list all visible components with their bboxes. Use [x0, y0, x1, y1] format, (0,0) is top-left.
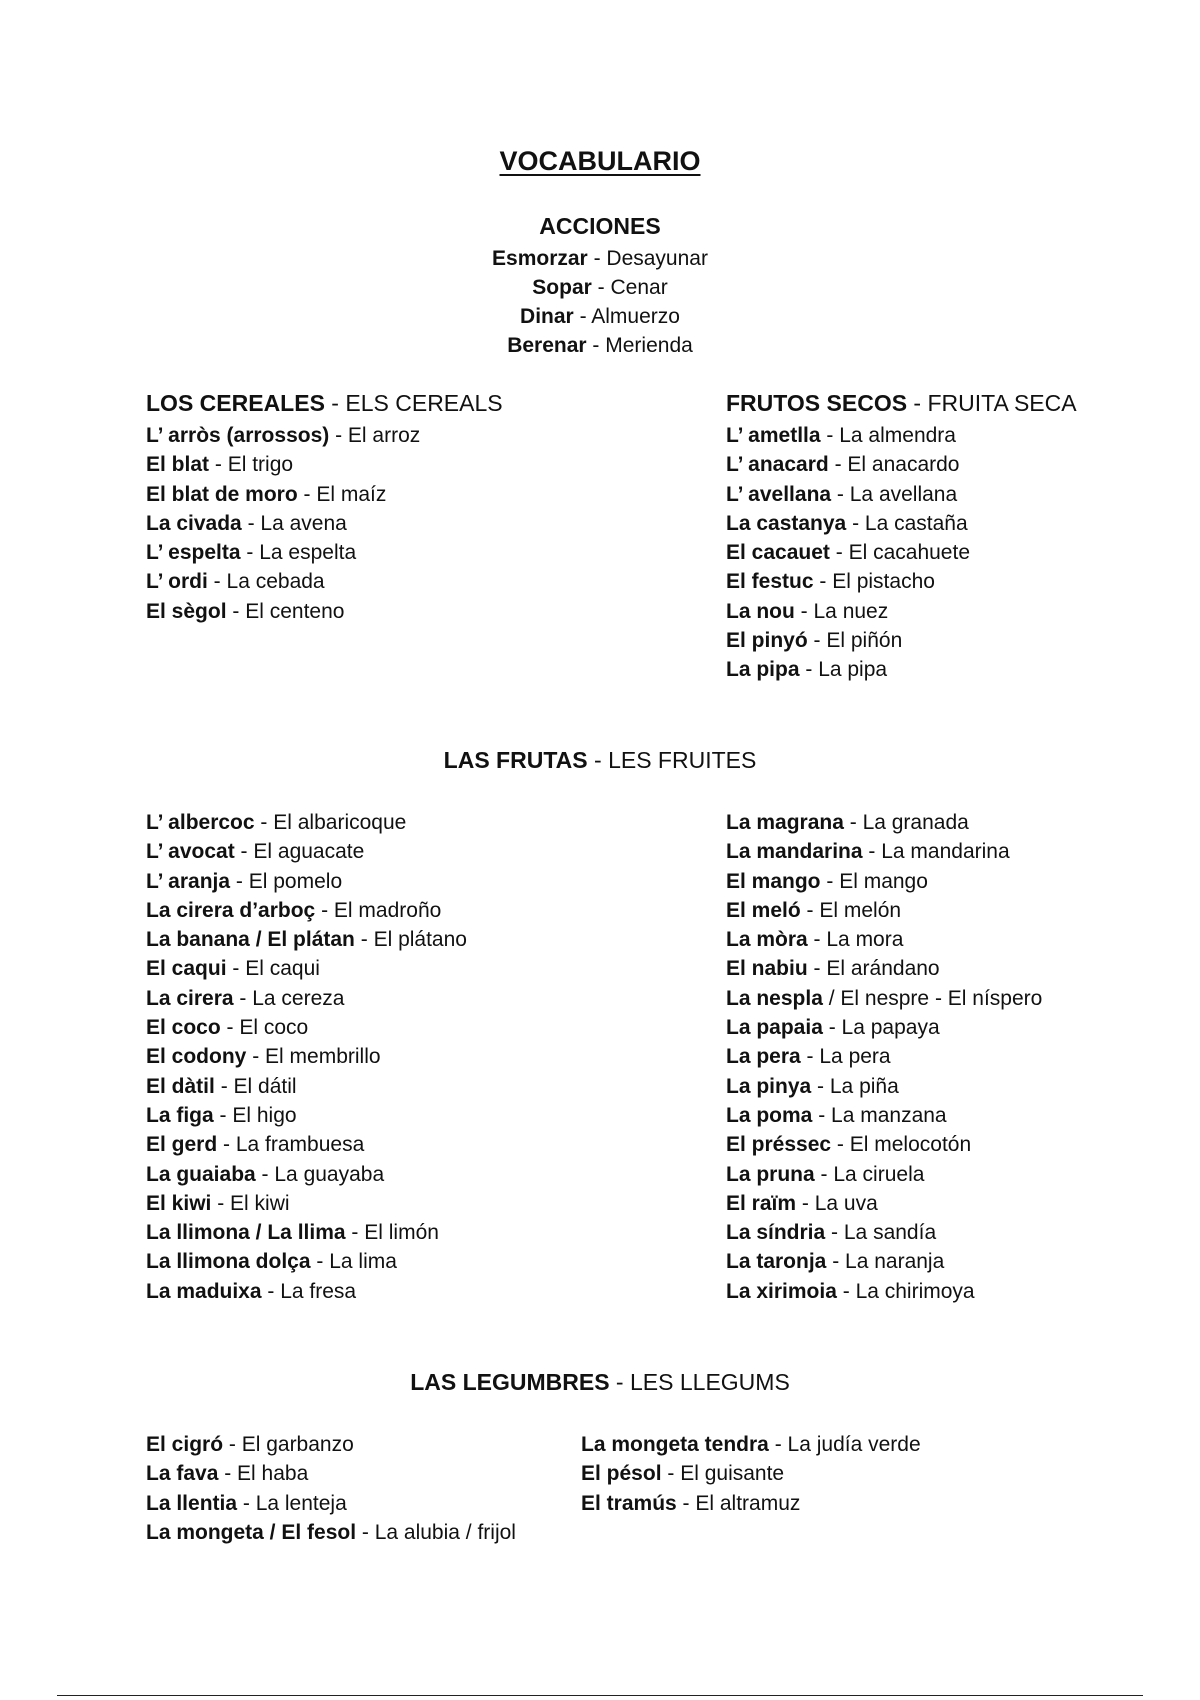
term-separator: -	[211, 1191, 231, 1215]
term-catalan: La taronja	[726, 1250, 827, 1274]
term-spanish: La alubia / frijol	[374, 1520, 516, 1544]
term-separator: -	[826, 1250, 846, 1274]
vocab-item	[726, 655, 970, 684]
legumbres-heading	[0, 1369, 1200, 1396]
term-spanish: El pomelo	[248, 869, 343, 893]
term-catalan: La guaiaba	[146, 1162, 256, 1186]
term-catalan: La síndria	[726, 1221, 826, 1245]
vocab-item	[726, 450, 970, 479]
term-catalan: El codony	[146, 1045, 247, 1069]
vocab-item	[146, 450, 420, 479]
term-spanish: El madroño	[333, 898, 442, 922]
term-spanish: El cacahuete	[848, 541, 970, 565]
term-separator: -	[807, 629, 827, 653]
term-catalan: El kiwi	[146, 1191, 212, 1215]
term-catalan: El cigró	[146, 1433, 224, 1456]
vocab-item	[0, 273, 1200, 302]
vocab-item	[146, 1518, 516, 1547]
vocab-item	[726, 1101, 1042, 1130]
vocab-item	[146, 509, 420, 538]
term-separator: -	[831, 482, 850, 506]
term-spanish: La mora	[826, 928, 904, 952]
vocab-item	[146, 1218, 467, 1247]
term-catalan: L’ anacard	[726, 453, 829, 477]
term-separator: -	[586, 334, 606, 357]
cereales-heading	[146, 390, 503, 417]
term-separator: -	[846, 511, 865, 535]
vocab-item	[146, 1160, 467, 1189]
term-catalan: El sègol	[146, 599, 227, 623]
term-spanish: El haba	[237, 1462, 309, 1486]
term-catalan: L’ espelta	[146, 541, 241, 565]
term-catalan: La mongeta / El fesol	[146, 1520, 357, 1544]
term-separator: -	[836, 1279, 856, 1303]
acciones-heading: ACCIONES	[539, 213, 661, 239]
term-separator: -	[676, 1491, 696, 1515]
term-separator: -	[811, 1074, 830, 1098]
term-catalan: La civada	[146, 511, 242, 535]
term-catalan: El mango	[726, 869, 821, 893]
term-catalan: La llimona / La llima	[146, 1221, 346, 1245]
term-catalan: El nabiu	[726, 957, 808, 981]
term-separator: -	[825, 1221, 844, 1245]
vocab-item	[726, 1013, 1042, 1042]
term-catalan: El gerd	[146, 1133, 218, 1157]
term-separator: -	[223, 1433, 242, 1456]
term-spanish: El arándano	[826, 957, 940, 981]
vocab-item	[146, 837, 467, 866]
term-spanish: La granada	[862, 811, 969, 834]
term-spanish: El kiwi	[230, 1191, 290, 1215]
term-separator: -	[587, 247, 607, 270]
vocab-item	[726, 1218, 1042, 1247]
term-catalan: L’ ordi	[146, 570, 208, 594]
term-spanish: La manzana	[831, 1103, 947, 1127]
term-spanish: El caqui	[245, 957, 320, 981]
vocab-item	[581, 1459, 921, 1488]
term-spanish: La chirimoya	[855, 1279, 975, 1303]
term-separator: -	[315, 898, 334, 922]
term-separator: -	[573, 305, 592, 328]
term-catalan: La nespla	[726, 986, 823, 1010]
term-separator: -	[345, 1221, 365, 1245]
vocab-item	[146, 1072, 467, 1101]
frutos-secos-heading-ca: FRUITA SECA	[927, 390, 1077, 416]
vocab-item	[726, 1042, 1042, 1071]
term-spanish: El dátil	[233, 1074, 297, 1098]
term-separator: -	[207, 570, 227, 594]
term-spanish: El melón	[819, 898, 902, 922]
term-separator: -	[226, 599, 246, 623]
term-spanish: La nuez	[813, 599, 889, 623]
term-catalan: Berenar	[507, 334, 587, 357]
term-spanish: La pera	[819, 1045, 891, 1069]
vocab-item	[146, 984, 467, 1013]
term-spanish: La lima	[329, 1250, 397, 1274]
term-separator: -	[812, 1103, 832, 1127]
cereales-heading-sep: -	[324, 390, 346, 416]
term-spanish: Cenar	[610, 276, 668, 299]
term-catalan: L’ ametlla	[726, 424, 821, 447]
frutos-secos-heading-es: FRUTOS SECOS	[726, 390, 908, 416]
term-spanish: La judía verde	[787, 1433, 921, 1456]
term-spanish: Almuerzo	[591, 305, 680, 328]
term-catalan: Esmorzar	[492, 247, 588, 270]
term-spanish: El arroz	[347, 424, 421, 447]
term-catalan: La figa	[146, 1103, 214, 1127]
term-catalan: El dàtil	[146, 1074, 215, 1098]
term-separator: -	[255, 1162, 275, 1186]
term-catalan: El blat	[146, 453, 210, 477]
vocab-item	[726, 984, 1042, 1013]
term-separator: -	[800, 898, 820, 922]
vocab-item	[726, 954, 1042, 983]
term-separator: -	[329, 424, 348, 447]
vocab-item	[146, 1489, 516, 1518]
term-separator: -	[246, 1045, 266, 1069]
term-spanish: La lenteja	[255, 1491, 347, 1515]
term-catalan: La xirimoia	[726, 1279, 837, 1303]
term-catalan: El préssec	[726, 1133, 832, 1157]
term-spanish: El centeno	[245, 599, 345, 623]
legumbres-heading-ca: LES LLEGUMS	[630, 1369, 790, 1395]
term-separator: -	[241, 511, 261, 535]
term-catalan: La maduixa	[146, 1279, 262, 1303]
frutos-secos-heading-sep: -	[907, 390, 928, 416]
vocab-item	[146, 925, 467, 954]
frutas-heading-es: LAS FRUTAS	[443, 747, 588, 773]
term-separator: -	[820, 869, 840, 893]
term-catalan: El blat de moro	[146, 482, 298, 506]
legumbres-heading-es: LAS LEGUMBRES	[410, 1369, 610, 1395]
term-spanish: La naranja	[845, 1250, 945, 1274]
vocab-item	[146, 1042, 467, 1071]
term-catalan: El raïm	[726, 1191, 797, 1215]
legumbres-list-left	[146, 1430, 516, 1547]
vocab-item	[726, 421, 970, 450]
term-spanish: La papaya	[841, 1016, 940, 1040]
term-catalan: L’ arròs (arrossos)	[146, 424, 330, 447]
term-catalan: La fava	[146, 1462, 219, 1486]
term-catalan: La pipa	[726, 658, 800, 682]
term-spanish: La sandía	[843, 1221, 937, 1245]
frutas-heading	[0, 747, 1200, 774]
vocab-item	[726, 509, 970, 538]
term-separator: -	[831, 1133, 850, 1157]
term-separator: -	[794, 599, 814, 623]
term-separator: -	[820, 424, 840, 447]
vocab-item	[146, 1459, 516, 1488]
term-catalan: La castanya	[726, 511, 847, 535]
term-spanish: El garbanzo	[241, 1433, 354, 1456]
term-separator: -	[768, 1433, 788, 1456]
term-catalan: La pinya	[726, 1074, 812, 1098]
vocab-item	[581, 1489, 921, 1518]
frutas-list-right	[726, 808, 1042, 1306]
vocab-item	[146, 1430, 516, 1459]
term-spanish: El limón	[364, 1221, 439, 1245]
vocab-item	[726, 808, 1042, 837]
term-spanish: El mango	[839, 869, 928, 893]
vocab-item	[0, 244, 1200, 273]
term-separator: -	[843, 811, 863, 834]
page-title: VOCABULARIO	[499, 146, 701, 176]
vocab-item	[146, 1247, 467, 1276]
term-spanish: La uva	[814, 1191, 878, 1215]
term-catalan: La llimona dolça	[146, 1250, 311, 1274]
term-spanish: La ciruela	[833, 1162, 925, 1186]
vocab-item	[726, 567, 970, 596]
cereales-heading-es: LOS CEREALES	[146, 390, 325, 416]
term-catalan: El tramús	[581, 1491, 677, 1515]
cereales-heading-ca: ELS CEREALS	[345, 390, 503, 416]
term-separator: -	[814, 1162, 834, 1186]
vocab-item	[726, 1160, 1042, 1189]
vocab-item	[0, 302, 1200, 331]
term-separator: -	[310, 1250, 330, 1274]
vocab-item	[146, 1189, 467, 1218]
term-catalan: La papaia	[726, 1016, 823, 1040]
term-catalan: La banana / El plátan	[146, 928, 355, 952]
vocab-item	[726, 837, 1042, 866]
term-spanish: Merienda	[605, 334, 693, 357]
term-spanish: El níspero	[947, 986, 1043, 1010]
vocab-item	[146, 1013, 467, 1042]
term-spanish: La mandarina	[881, 840, 1010, 864]
term-spanish: La almendra	[839, 424, 956, 447]
term-separator: -	[217, 1133, 236, 1157]
term-spanish: La guayaba	[274, 1162, 385, 1186]
term-spanish: La piña	[829, 1074, 899, 1098]
term-spanish: La avellana	[849, 482, 958, 506]
term-separator: -	[807, 928, 827, 952]
term-separator: -	[807, 957, 827, 981]
vocab-item	[146, 538, 420, 567]
term-spanish: La cebada	[226, 570, 325, 594]
vocab-item	[146, 597, 420, 626]
vocab-item	[726, 925, 1042, 954]
term-separator: -	[591, 276, 611, 299]
vocab-item	[726, 896, 1042, 925]
term-catalan: Dinar	[520, 305, 574, 328]
term-catalan: L’ avellana	[726, 482, 832, 506]
term-catalan: L’ avocat	[146, 840, 235, 864]
term-catalan: El cacauet	[726, 541, 830, 565]
cereales-list	[146, 421, 420, 626]
term-spanish: La frambuesa	[235, 1133, 365, 1157]
term-spanish: La espelta	[259, 541, 357, 565]
term-separator: -	[862, 840, 882, 864]
vocab-item	[146, 896, 467, 925]
term-catalan: La nou	[726, 599, 795, 623]
term-spanish: El membrillo	[265, 1045, 381, 1069]
term-spanish: El trigo	[227, 453, 294, 477]
term-spanish: El plátano	[373, 928, 467, 952]
term-separator: -	[297, 482, 317, 506]
term-spanish: La avena	[260, 511, 347, 535]
term-catalan: El pésol	[581, 1462, 662, 1486]
term-separator: -	[829, 541, 849, 565]
term-catalan: El meló	[726, 898, 801, 922]
term-catalan: La llentia	[146, 1491, 238, 1515]
vocab-item	[146, 1277, 467, 1306]
term-spanish: El higo	[232, 1103, 297, 1127]
term-separator: -	[800, 1045, 820, 1069]
term-catalan: La poma	[726, 1103, 813, 1127]
term-catalan: La mòra	[726, 928, 808, 952]
term-spanish: El guisante	[680, 1462, 785, 1486]
term-spanish: El aguacate	[253, 840, 365, 864]
term-spanish: El coco	[239, 1016, 309, 1040]
vocab-item	[726, 1130, 1042, 1159]
term-spanish: La castaña	[864, 511, 968, 535]
term-separator: -	[929, 986, 948, 1010]
term-spanish: La fresa	[280, 1279, 357, 1303]
vocab-item	[726, 597, 970, 626]
term-separator: -	[354, 928, 374, 952]
term-spanish: El piñón	[826, 629, 903, 653]
term-separator: -	[213, 1103, 233, 1127]
vocab-item	[726, 480, 970, 509]
term-catalan: El pinyó	[726, 629, 808, 653]
term-spanish: Desayunar	[606, 247, 708, 270]
term-separator: -	[218, 1462, 238, 1486]
term-separator: -	[226, 957, 246, 981]
term-separator: -	[230, 869, 249, 893]
term-separator: -	[234, 840, 254, 864]
term-spanish: El maíz	[316, 482, 387, 506]
vocab-item	[146, 480, 420, 509]
term-separator: -	[233, 986, 253, 1010]
vocab-item	[726, 626, 970, 655]
vocab-item	[726, 867, 1042, 896]
term-separator: -	[356, 1520, 375, 1544]
vocab-item	[146, 421, 420, 450]
term-catalan: El caqui	[146, 957, 227, 981]
vocab-item	[726, 1072, 1042, 1101]
term-catalan-alt: / El nespre	[822, 986, 930, 1010]
term-spanish: El albaricoque	[273, 811, 407, 834]
vocab-item	[726, 1189, 1042, 1218]
term-spanish: El pistacho	[832, 570, 935, 594]
term-separator: -	[661, 1462, 681, 1486]
term-spanish: La pipa	[818, 658, 888, 682]
frutos-secos-heading	[726, 390, 1077, 417]
term-spanish: La cereza	[252, 986, 345, 1010]
frutos-secos-list	[726, 421, 970, 685]
term-catalan: L’ aranja	[146, 869, 231, 893]
term-spanish: El anacardo	[847, 453, 960, 477]
term-catalan: La cirera d’arboç	[146, 898, 316, 922]
term-catalan: La magrana	[726, 811, 844, 834]
term-separator: -	[828, 453, 848, 477]
vocab-item	[726, 1247, 1042, 1276]
term-catalan: El festuc	[726, 570, 814, 594]
term-spanish: El melocotón	[849, 1133, 972, 1157]
vocab-item	[726, 1277, 1042, 1306]
legumbres-list-right	[581, 1430, 921, 1518]
term-separator: -	[822, 1016, 842, 1040]
term-spanish: El altramuz	[695, 1491, 801, 1515]
frutas-list-left	[146, 808, 467, 1306]
footer-divider	[57, 1695, 1143, 1696]
vocab-item	[581, 1430, 921, 1459]
vocab-item	[146, 954, 467, 983]
term-separator: -	[799, 658, 819, 682]
term-catalan: La pera	[726, 1045, 801, 1069]
term-catalan: La pruna	[726, 1162, 815, 1186]
vocab-item	[0, 331, 1200, 360]
term-separator: -	[254, 811, 274, 834]
vocab-item	[146, 1101, 467, 1130]
term-separator: -	[240, 541, 260, 565]
vocab-item	[146, 867, 467, 896]
term-separator: -	[813, 570, 833, 594]
term-separator: -	[261, 1279, 281, 1303]
term-catalan: La mandarina	[726, 840, 863, 864]
term-separator: -	[237, 1491, 256, 1515]
term-catalan: Sopar	[532, 276, 592, 299]
term-separator: -	[214, 1074, 234, 1098]
term-catalan: El coco	[146, 1016, 221, 1040]
vocab-item	[146, 567, 420, 596]
vocab-item	[726, 538, 970, 567]
term-separator: -	[796, 1191, 815, 1215]
term-catalan: La mongeta tendra	[581, 1433, 769, 1456]
acciones-list	[0, 244, 1200, 360]
frutas-heading-ca: LES FRUITES	[608, 747, 757, 773]
vocab-item	[146, 808, 467, 837]
term-separator: -	[209, 453, 228, 477]
frutas-heading-sep: -	[587, 747, 609, 773]
legumbres-heading-sep: -	[609, 1369, 630, 1395]
term-catalan: L’ albercoc	[146, 811, 255, 834]
term-catalan: La cirera	[146, 986, 234, 1010]
vocab-item	[146, 1130, 467, 1159]
term-separator: -	[220, 1016, 240, 1040]
